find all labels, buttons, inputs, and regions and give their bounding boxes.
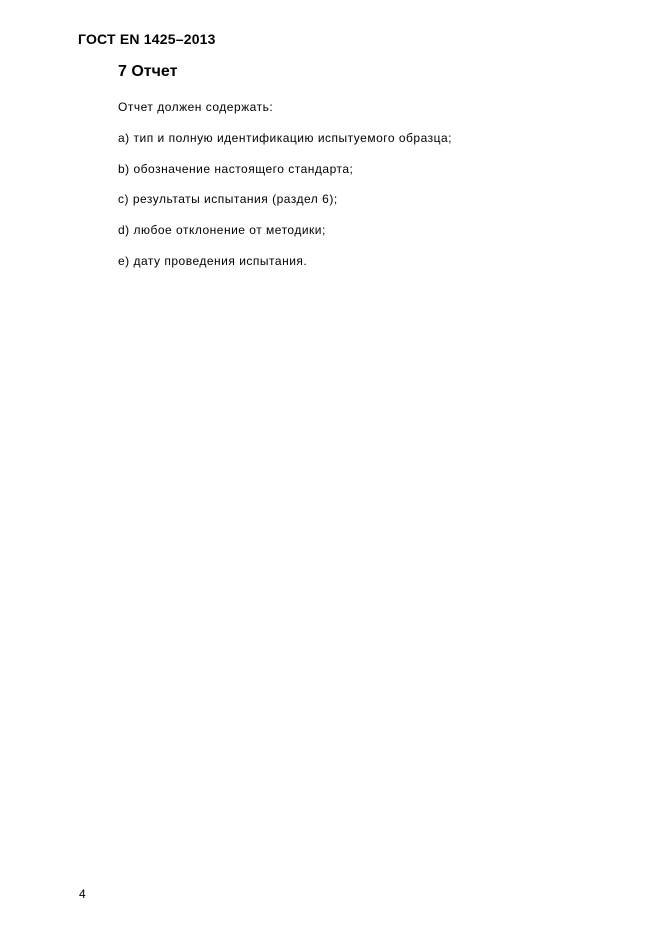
list-item: d) любое отклонение от методики; xyxy=(118,223,326,237)
list-item: c) результаты испытания (раздел 6); xyxy=(118,192,338,206)
section-intro: Отчет должен содержать: xyxy=(118,100,274,114)
document-header: ГОСТ EN 1425–2013 xyxy=(78,31,216,47)
page-number: 4 xyxy=(79,887,86,901)
list-item: e) дату проведения испытания. xyxy=(118,254,308,268)
list-item: b) обозначение настоящего стандарта; xyxy=(118,162,354,176)
section-title: 7 Отчет xyxy=(118,63,178,80)
list-item: а) тип и полную идентификацию испытуемого образца; xyxy=(118,131,453,145)
